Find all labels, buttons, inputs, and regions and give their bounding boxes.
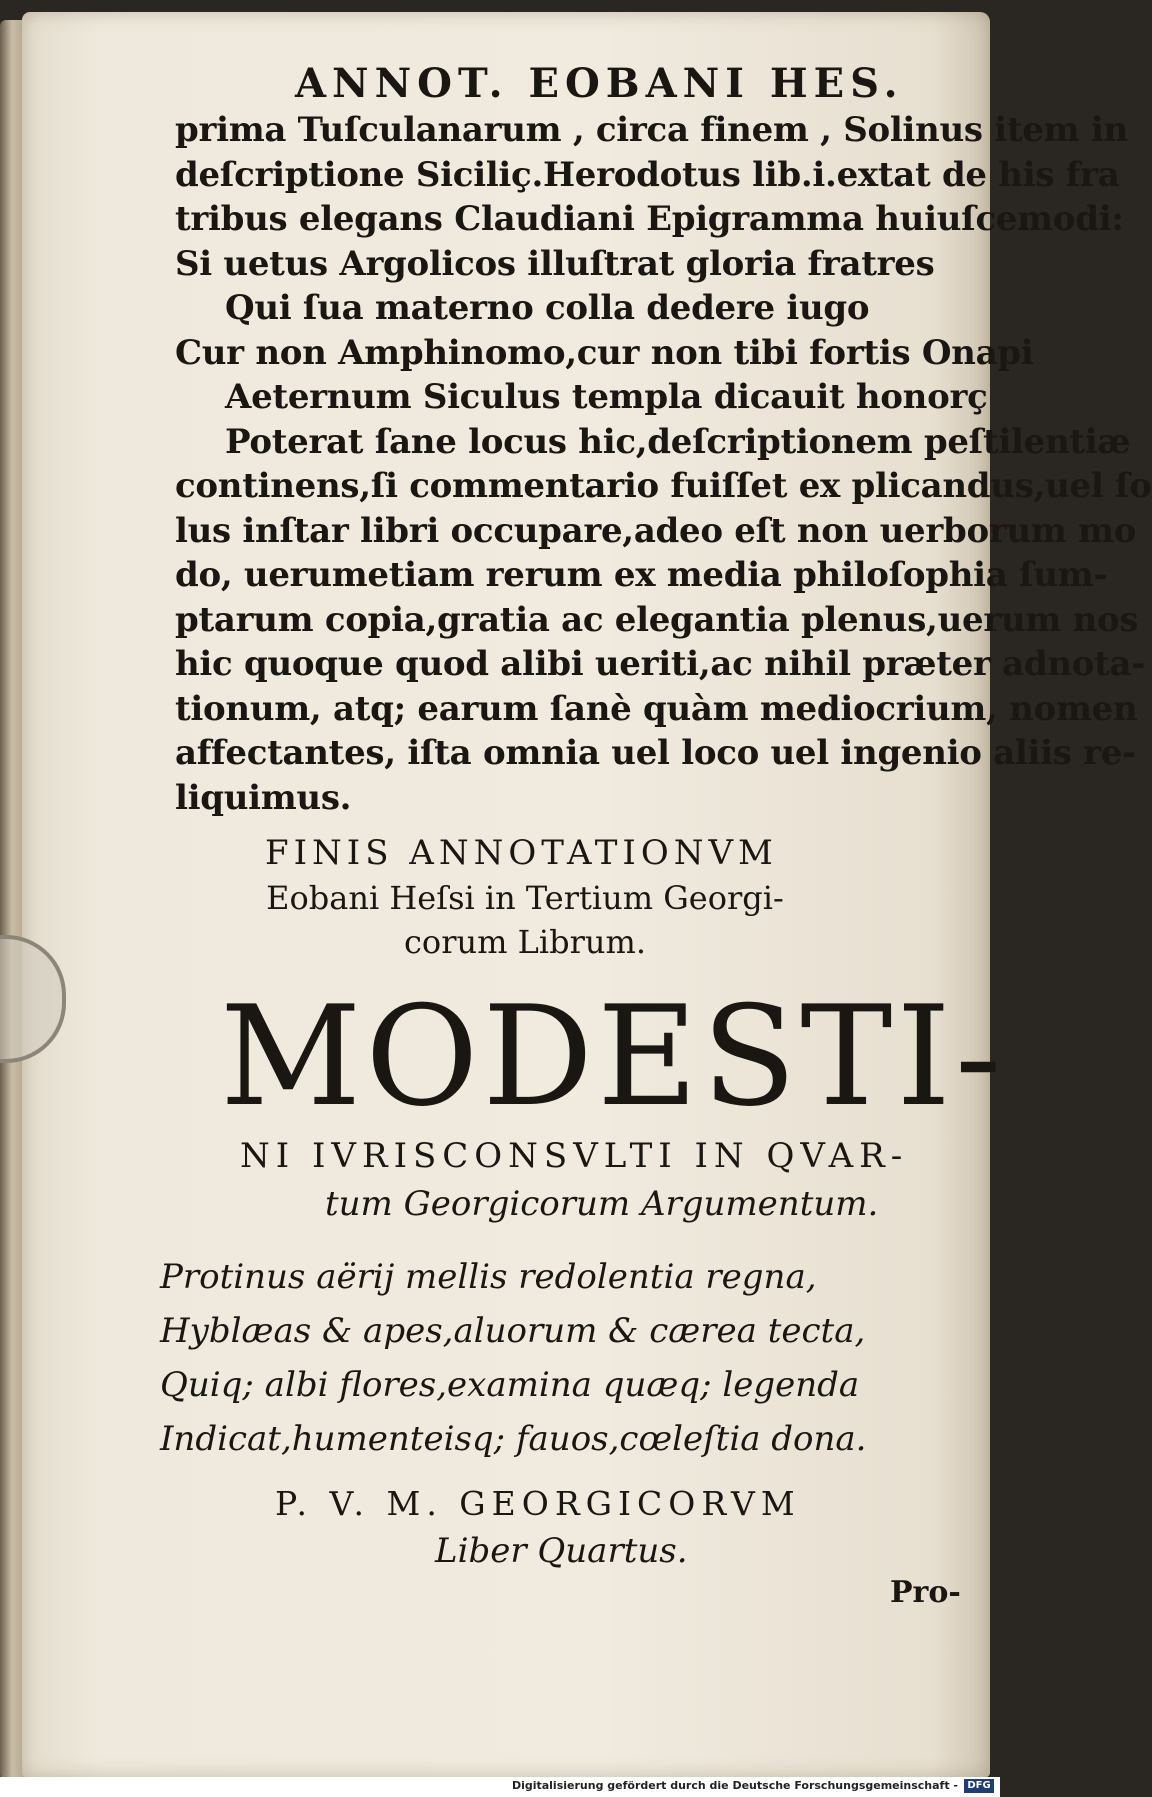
body-line: ptarum copia,gratia ac elegantia plenus,uerum nos xyxy=(175,599,1139,640)
body-line: affectantes, iſta omnia uel loco uel ingenio aliis re- xyxy=(175,733,1136,773)
funding-credit: Digitalisierung gefördert durch die Deutsche Forschungsgemeinschaft - xyxy=(511,1779,958,1792)
body-line: deſcriptione Siciliç.Herodotus lib.i.extat de his fra xyxy=(175,154,1120,195)
body-line: liquimus. xyxy=(175,777,352,818)
body-line: tionum, atq; earum ſanè quàm mediocrium, nomen xyxy=(175,688,1138,729)
argument-verses xyxy=(160,1250,985,1466)
body-line: Cur non Amphinomo,cur non tibi fortis Onapi xyxy=(175,332,1034,373)
verse-line: Quiq; albi flores,examina quæq; legenda xyxy=(160,1365,860,1405)
body-line: Qui ſua materno colla dedere iugo xyxy=(225,288,870,328)
body-line: do, uerumetiam rerum ex media philoſophia ſum- xyxy=(175,555,1108,595)
running-head: ANNOT. EOBANI HES. xyxy=(295,60,904,107)
verse-line: Indicat,humenteisq; fauos,cœleſtia dona. xyxy=(160,1419,867,1459)
catchword: Pro- xyxy=(890,1575,961,1610)
section-subtitle: NI IVRISCONSVLTI IN QVAR- xyxy=(240,1136,909,1176)
page-text xyxy=(160,60,1152,1574)
finis-heading: FINIS ANNOTATIONVM xyxy=(265,833,778,873)
finis-subheading: corum Librum. xyxy=(404,923,646,961)
book-subheading: Liber Quartus. xyxy=(435,1531,688,1571)
body-line: Aeternum Siculus templa dicauit honorç xyxy=(225,377,988,417)
body-line: lus inſtar libri occupare,adeo eſt non uerborum mo xyxy=(175,510,1137,551)
body-line: Poterat ſane locus hic,deſcriptionem peſtilentiæ xyxy=(225,421,1131,462)
dfg-logo: DFG xyxy=(964,1779,994,1793)
verse-line: Hyblæas & apes,aluorum & cærea tecta, xyxy=(160,1311,866,1351)
body-line: hic quoque quod alibi ueriti,ac nihil præter adnota- xyxy=(175,644,1146,684)
finis-subheading: Eobani Heſsi in Tertium Georgi- xyxy=(266,879,784,917)
body-paragraph xyxy=(175,108,1152,820)
body-line: tribus elegans Claudiani Epigramma huiuſcemodi: xyxy=(175,199,1124,239)
book-heading: P. V. M. GEORGICORVM xyxy=(275,1484,801,1523)
section-subtitle-italic: tum Georgicorum Argumentum. xyxy=(325,1184,879,1224)
body-line: prima Tuſculanarum , circa finem , Solinus item in xyxy=(175,110,1128,150)
body-line: Si uetus Argolicos illuſtrat gloria fratres xyxy=(175,243,935,284)
body-line: continens,ſi commentario fuiſſet ex plicandus,uel ſo xyxy=(175,466,1152,506)
section-title: MODESTI- xyxy=(220,976,1006,1137)
digitization-footer xyxy=(0,1777,1000,1797)
verse-line: Protinus aërij mellis redolentia regna, xyxy=(160,1257,817,1297)
